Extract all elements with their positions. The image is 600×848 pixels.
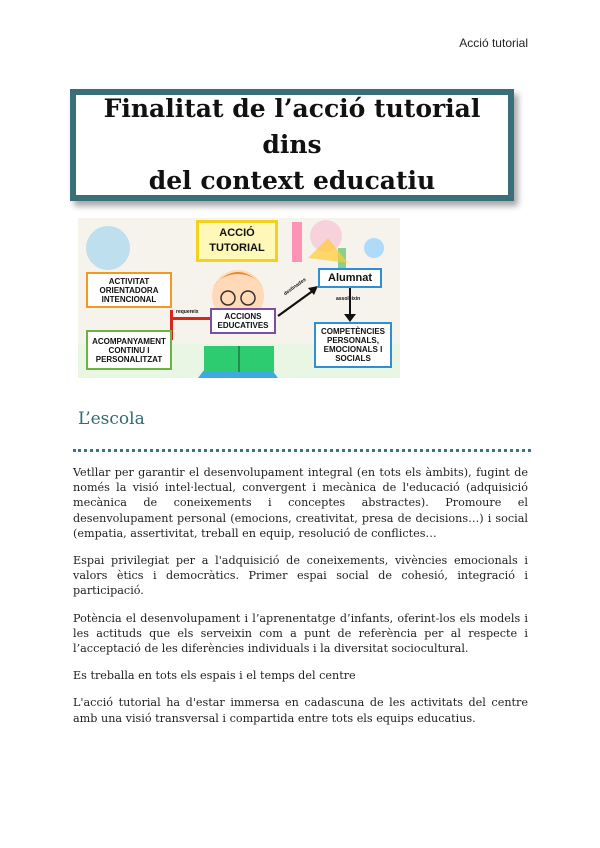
section-body bbox=[73, 465, 528, 738]
box-alumnat bbox=[318, 268, 382, 288]
diagram-title-line-1: ACCIÓ bbox=[219, 227, 255, 239]
title-line-1: Finalitat de l’acció tutorial dins bbox=[103, 94, 481, 159]
box-competencies-label: COMPETÈNCIES PERSONALS, EMOCIONALS I SOCIALS bbox=[320, 327, 385, 363]
title-box bbox=[70, 89, 514, 201]
label-destinades: destinades bbox=[282, 276, 308, 298]
paragraph: Espai privilegiat per a l'adquisició de coneixements, vivències emocionals i valors ètics i democràtics. Primer espai social de cohesió, integració i participació. bbox=[73, 554, 528, 598]
box-acompanyament bbox=[86, 330, 172, 370]
box-accions bbox=[210, 308, 276, 334]
title-line-2: del context educatiu bbox=[148, 166, 436, 195]
diagram-title-box bbox=[196, 220, 278, 262]
paragraph: Es treballa en tots els espais i el temps del centre bbox=[73, 669, 356, 683]
paragraph: L'acció tutorial ha d'estar immersa en cadascuna de les activitats del centre amb una visió transversal i compartida entre tots els equips educatius. bbox=[73, 696, 528, 725]
box-accions-label: ACCIONS EDUCATIVES bbox=[217, 312, 269, 330]
paragraph: Vetllar per garantir el desenvolupament integral (en tots els àmbits), fugint de només la visió intel·lectual, convergent i mecànica de l'educació (adquisició mecànica de coneixements i conceptes abstractes). Promoure el desenvolupament personal (emocions, creativitat, presa de decisions…) i social (empatia, assertivitat, treball en equip, resolució de conflictes… bbox=[73, 466, 528, 540]
diagram-title-line-2: TUTORIAL bbox=[209, 242, 265, 254]
accio-tutorial-diagram bbox=[78, 218, 400, 378]
section-divider bbox=[73, 449, 531, 452]
box-activitat-label: ACTIVITAT ORIENTADORA INTENCIONAL bbox=[99, 276, 159, 304]
page-title bbox=[76, 91, 508, 199]
label-assoleixin: assoleixin bbox=[336, 296, 361, 302]
box-alumnat-label: Alumnat bbox=[328, 271, 372, 284]
running-header: Acció tutorial bbox=[459, 36, 528, 50]
box-acompanyament-label: ACOMPANYAMENT CONTINU I PERSONALITZAT bbox=[92, 336, 166, 364]
paragraph: Potència el desenvolupament i l’aprenentatge d’infants, oferint-los els models i les actituds que els serveixin com a punt de referència per al respecte i l’acceptació de les diferències individuals i la diversitat sociocultural. bbox=[73, 611, 528, 656]
section-heading: L’escola bbox=[78, 409, 145, 429]
label-requereix: requereix bbox=[176, 309, 199, 315]
box-activitat bbox=[86, 272, 172, 308]
box-competencies bbox=[314, 322, 392, 368]
